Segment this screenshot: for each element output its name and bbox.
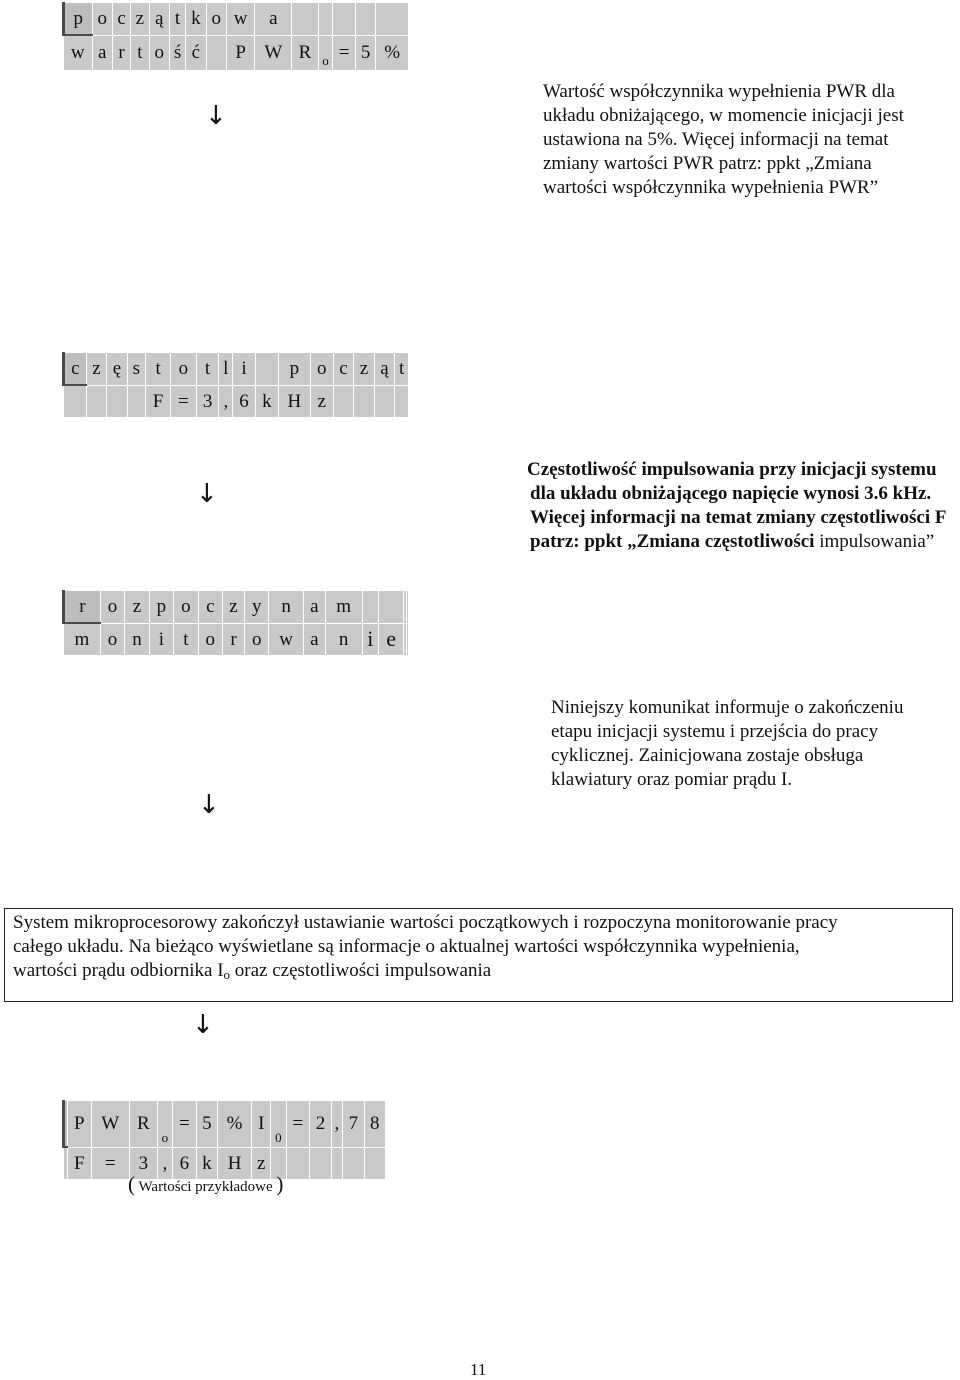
lcd-cell: R bbox=[129, 1101, 157, 1148]
lcd-cell bbox=[355, 3, 375, 36]
lcd-cell: o bbox=[174, 591, 198, 624]
lcd-cell: z bbox=[125, 591, 149, 624]
lcd-cell: o bbox=[100, 623, 124, 656]
lcd-cell bbox=[286, 1147, 310, 1179]
lcd-cell bbox=[406, 591, 408, 624]
lcd-cell: o bbox=[100, 591, 124, 624]
example-note-close: ) bbox=[276, 1172, 284, 1196]
lcd-cell: o bbox=[157, 1101, 172, 1148]
lcd-cell: 6 bbox=[172, 1147, 196, 1179]
lcd-cell bbox=[354, 385, 375, 418]
description-line-normal-part: impulsowania” bbox=[814, 531, 935, 552]
lcd-cell: p bbox=[149, 591, 173, 624]
description-line: zmiany wartości PWR patrz: ppkt „Zmiana bbox=[543, 153, 872, 174]
lcd-cell: F bbox=[146, 385, 171, 418]
lcd-cell: k bbox=[255, 385, 278, 418]
lcd-cell bbox=[376, 3, 409, 36]
lcd-cell: n bbox=[325, 623, 362, 656]
lcd-screen-initial-frequency bbox=[62, 352, 409, 418]
lcd-cell: o bbox=[149, 35, 169, 70]
lcd-cell: 3 bbox=[129, 1147, 157, 1179]
lcd-cell: p bbox=[278, 353, 310, 386]
lcd-cell: c bbox=[333, 353, 354, 386]
lcd-cell: 7 bbox=[343, 1101, 364, 1148]
lcd-cell: k bbox=[196, 1147, 217, 1179]
lcd-cell: a bbox=[303, 623, 325, 656]
lcd-cell: H bbox=[218, 1147, 252, 1179]
lcd-cell: o bbox=[318, 35, 333, 70]
lcd-cell: i bbox=[362, 623, 379, 656]
example-note-open: ( bbox=[128, 1172, 135, 1196]
lcd-cell: , bbox=[331, 1101, 343, 1148]
lcd-cell bbox=[406, 623, 408, 656]
lcd-cell: k bbox=[186, 3, 206, 36]
lcd-cell bbox=[64, 385, 87, 418]
description-line: Niniejszy komunikat informuje o zakończeniu bbox=[551, 697, 904, 718]
page-number: 11 bbox=[470, 1360, 487, 1379]
lcd-cell: o bbox=[206, 3, 226, 36]
lcd-cell: 5 bbox=[196, 1101, 217, 1148]
lcd-cell: a bbox=[92, 35, 112, 70]
lcd-cell: t bbox=[131, 35, 149, 70]
down-arrow-icon: ↓ bbox=[205, 101, 227, 131]
lcd-cell bbox=[86, 385, 107, 418]
lcd-cell: z bbox=[86, 353, 107, 386]
description-start-monitoring bbox=[551, 696, 951, 792]
description-line: klawiatury oraz pomiar prądu I. bbox=[551, 769, 793, 790]
down-arrow-icon: ↓ bbox=[196, 479, 218, 509]
example-note-text: Wartości przykładowe bbox=[135, 1179, 277, 1195]
lcd-cell: = bbox=[333, 35, 356, 70]
lcd-cell: w bbox=[64, 35, 93, 70]
lcd-cell bbox=[333, 385, 354, 418]
lcd-cell: c bbox=[64, 353, 87, 386]
lcd-cell: % bbox=[218, 1101, 252, 1148]
lcd-cell: a bbox=[303, 591, 325, 624]
lcd-cell: 6 bbox=[233, 385, 256, 418]
lcd-cell: R bbox=[292, 35, 319, 70]
lcd-screen-start-monitoring bbox=[62, 590, 409, 656]
lcd-cell: ą bbox=[149, 3, 169, 36]
lcd-cell: c bbox=[112, 3, 130, 36]
lcd-cell: H bbox=[278, 385, 310, 418]
lcd-cell: 0 bbox=[271, 1101, 286, 1148]
lcd-cell: 3 bbox=[196, 385, 219, 418]
lcd-cell: t bbox=[169, 3, 185, 36]
lcd-cell: t bbox=[146, 353, 171, 386]
summary-line: wartości prądu odbiornika $I_o$ oraz częstotliwości impulsowania bbox=[13, 960, 492, 982]
lcd-cell: y bbox=[245, 591, 269, 624]
lcd-cell: e bbox=[379, 623, 404, 656]
lcd-cell: = bbox=[171, 385, 196, 418]
description-line: Więcej informacji na temat zmiany częstotliwości F bbox=[530, 507, 947, 528]
lcd-cell: i bbox=[233, 353, 256, 386]
lcd-cell: o bbox=[171, 353, 196, 386]
lcd-cell: n bbox=[125, 623, 149, 656]
lcd-cell: 5 bbox=[355, 35, 375, 70]
lcd-cell: z bbox=[310, 385, 333, 418]
description-line: układu obniżającego, w momencie inicjacji jest bbox=[543, 105, 904, 126]
lcd-cell: r bbox=[223, 623, 245, 656]
lcd-cell bbox=[395, 385, 409, 418]
lcd-cell: m bbox=[325, 591, 362, 624]
lcd-cell: W bbox=[91, 1101, 129, 1148]
summary-line: całego układu. Na bieżąco wyświetlane są informacje o aktualnej wartości współczynnika wypełnienia, bbox=[13, 936, 800, 957]
lcd-cell: 8 bbox=[364, 1101, 385, 1148]
lcd-cell: P bbox=[68, 1101, 91, 1148]
lcd-cell bbox=[292, 3, 319, 36]
lcd-cell: r bbox=[64, 591, 101, 624]
lcd-cell: t bbox=[174, 623, 198, 656]
lcd-cell: % bbox=[376, 35, 409, 70]
lcd-cell: p bbox=[64, 3, 93, 36]
lcd-cell: z bbox=[131, 3, 149, 36]
lcd-cell: 2 bbox=[310, 1101, 331, 1148]
lcd-cell: ą bbox=[374, 353, 395, 386]
lcd-cell bbox=[362, 591, 379, 624]
lcd-screen-initial-pwr bbox=[62, 2, 409, 71]
lcd-cell: = bbox=[91, 1147, 129, 1179]
lcd-cell bbox=[333, 3, 356, 36]
lcd-cell bbox=[310, 1147, 331, 1179]
lcd-cell: w bbox=[269, 623, 303, 656]
lcd-cell: m bbox=[64, 623, 101, 656]
lcd-cell: r bbox=[112, 35, 130, 70]
lcd-cell: W bbox=[255, 35, 292, 70]
lcd-cell bbox=[343, 1147, 364, 1179]
down-arrow-icon: ↓ bbox=[198, 790, 220, 820]
example-values-note bbox=[128, 1172, 283, 1197]
lcd-cell: t bbox=[196, 353, 219, 386]
lcd-cell: = bbox=[172, 1101, 196, 1148]
lcd-cell: , bbox=[219, 385, 233, 418]
description-line: ustawiona na 5%. Więcej informacji na temat bbox=[543, 129, 889, 150]
lcd-cell: s bbox=[127, 353, 145, 386]
lcd-cell: z bbox=[223, 591, 245, 624]
lcd-cell: z bbox=[252, 1147, 271, 1179]
lcd-cell bbox=[331, 1147, 343, 1179]
lcd-cell: ś bbox=[169, 35, 185, 70]
lcd-cell: ę bbox=[107, 353, 128, 386]
lcd-cell: ć bbox=[186, 35, 206, 70]
description-line: Wartość współczynnika wypełnienia PWR dla bbox=[543, 81, 895, 102]
lcd-cell bbox=[318, 3, 333, 36]
lcd-cell: l bbox=[219, 353, 233, 386]
lcd-cell: , bbox=[157, 1147, 172, 1179]
lcd-cell: o bbox=[92, 3, 112, 36]
lcd-cell: z bbox=[354, 353, 375, 386]
lcd-cell: = bbox=[286, 1101, 310, 1148]
description-initial-frequency bbox=[527, 458, 957, 554]
lcd-cell: n bbox=[269, 591, 303, 624]
lcd-cell: o bbox=[310, 353, 333, 386]
description-line: etapu inicjacji systemu i przejścia do pracy bbox=[551, 721, 879, 742]
description-initial-pwr bbox=[543, 80, 955, 200]
lcd-cell: c bbox=[198, 591, 222, 624]
lcd-cell bbox=[206, 35, 226, 70]
lcd-cell: o bbox=[198, 623, 222, 656]
lcd-cell: F bbox=[68, 1147, 91, 1179]
lcd-cell bbox=[255, 353, 278, 386]
lcd-cell: t bbox=[395, 353, 409, 386]
description-line: Częstotliwość impulsowania przy inicjacji systemu bbox=[527, 459, 937, 480]
lcd-cell: i bbox=[149, 623, 173, 656]
lcd-cell bbox=[127, 385, 145, 418]
description-line: wartości współczynnika wypełnienia PWR” bbox=[543, 177, 879, 198]
lcd-screen-monitoring bbox=[62, 1100, 386, 1180]
lcd-cell bbox=[107, 385, 128, 418]
lcd-cell: P bbox=[226, 35, 255, 70]
lcd-cell: o bbox=[245, 623, 269, 656]
lcd-cell: a bbox=[255, 3, 292, 36]
lcd-cell: w bbox=[226, 3, 255, 36]
summary-line: System mikroprocesorowy zakończył ustawianie wartości początkowych i rozpoczyna monitorowanie pracy bbox=[13, 912, 838, 933]
lcd-cell bbox=[374, 385, 395, 418]
description-line-bold-part: patrz: ppkt „Zmiana częstotliwości bbox=[530, 531, 815, 552]
description-line: cyklicznej. Zainicjowana zostaje obsługa bbox=[551, 745, 864, 766]
description-line bbox=[527, 530, 957, 554]
description-line: dla układu obniżającego napięcie wynosi 3.6 kHz. bbox=[530, 483, 932, 504]
lcd-cell: I bbox=[252, 1101, 271, 1148]
summary-box bbox=[4, 908, 953, 1002]
lcd-cell bbox=[379, 591, 404, 624]
lcd-cell bbox=[364, 1147, 385, 1179]
down-arrow-icon: ↓ bbox=[192, 1010, 214, 1040]
